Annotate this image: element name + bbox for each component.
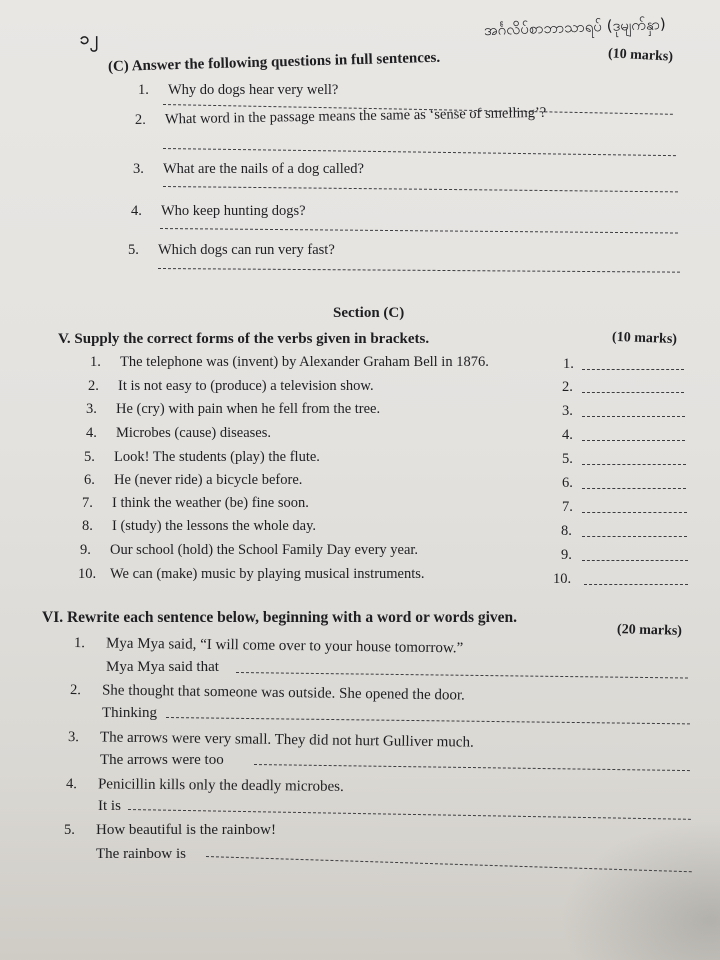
answer-line [254, 764, 690, 771]
part-vi-item-3: 3. The arrows were very small. They did not hurt Gulliver much. [67, 729, 474, 751]
answer-line [584, 584, 688, 585]
part-c-marks: (10 marks) [607, 46, 674, 65]
answer-line [582, 536, 687, 537]
part-vi-prompt-5: The rainbow is [96, 846, 186, 862]
part-v-item-9: 9. Our school (hold) the School Family Day every year. [80, 542, 419, 558]
answer-number: 1. [563, 356, 574, 372]
part-c-heading: (C) Answer the following questions in full sentences. [107, 49, 441, 75]
answer-number: 5. [562, 451, 573, 467]
part-vi-prompt-4: It is [98, 798, 121, 814]
part-vi-item-5: 5. How beautiful is the rainbow! [64, 822, 276, 838]
section-title: Section (C) [333, 305, 405, 321]
answer-line [582, 416, 685, 417]
part-v-item-1: 1. The telephone was (invent) by Alexander Graham Bell in 1876. [90, 354, 489, 370]
answer-line [582, 440, 685, 441]
part-v-item-10: 10. We can (make) music by playing musical instruments. [78, 566, 425, 582]
part-vi-item-4: 4. Penicillin kills only the deadly microbes. [65, 776, 344, 795]
part-v-item-8: 8. I (study) the lessons the whole day. [82, 518, 317, 534]
page-shadow [560, 820, 720, 960]
answer-number: 10. [553, 571, 572, 587]
answer-line [158, 268, 680, 273]
part-vi-heading: VI. Rewrite each sentence below, beginning with a word or words given. [42, 609, 518, 626]
part-c-question-3: 3. What are the nails of a dog called? [133, 161, 364, 177]
part-v-heading: V. Supply the correct forms of the verbs given in brackets. [58, 331, 430, 347]
header-title: အင်္ဂလိပ်စာဘာသာရပ် (ဒုမျက်နှာ) [483, 14, 667, 40]
part-c-question-5: 5. Which dogs can run very fast? [128, 242, 335, 258]
answer-line [163, 186, 678, 192]
answer-line [582, 512, 687, 513]
part-vi-item-2: 2. She thought that someone was outside. She opened the door. [69, 682, 465, 704]
part-vi-item-1: 1. Mya Mya said, “I will come over to your house tomorrow.” [73, 635, 464, 657]
answer-number: 8. [561, 523, 572, 539]
part-v-item-4: 4. Microbes (cause) diseases. [86, 425, 272, 441]
answer-line [160, 228, 678, 234]
answer-line [582, 392, 684, 393]
answer-line [163, 148, 676, 156]
part-v-item-3: 3. He (cry) with pain when he fell from the tree. [86, 401, 381, 417]
answer-line [128, 809, 691, 820]
part-v-item-6: 6. He (never ride) a bicycle before. [84, 472, 303, 488]
part-c-question-4: 4. Who keep hunting dogs? [131, 203, 306, 219]
part-vi-prompt-3: The arrows were too [100, 752, 224, 768]
answer-number: 7. [562, 499, 573, 515]
answer-line [236, 672, 688, 679]
answer-line [582, 560, 688, 561]
answer-line [582, 464, 686, 465]
answer-line [582, 488, 686, 489]
part-vi-marks: (20 marks) [616, 622, 683, 639]
answer-number: 2. [562, 379, 573, 395]
part-v-item-7: 7. I think the weather (be) fine soon. [82, 495, 309, 511]
answer-line [166, 717, 690, 724]
answer-number: 3. [562, 403, 573, 419]
part-v-marks: (10 marks) [611, 329, 678, 348]
part-v-item-5: 5. Look! The students (play) the flute. [84, 449, 320, 465]
answer-number: 4. [562, 427, 573, 443]
part-vi-prompt-2: Thinking [102, 705, 157, 721]
answer-line [582, 369, 684, 370]
part-v-item-2: 2. It is not easy to (produce) a television show. [88, 378, 374, 394]
part-c-question-1: 1. Why do dogs hear very well? [138, 82, 339, 98]
answer-number: 9. [561, 547, 572, 563]
answer-number: 6. [562, 475, 573, 491]
part-vi-prompt-1: Mya Mya said that [106, 659, 219, 675]
page-number: ၁၂ [80, 29, 98, 48]
part-c-question-2: 2. What word in the passage means the same as ‘sense of smelling’? [134, 104, 547, 128]
